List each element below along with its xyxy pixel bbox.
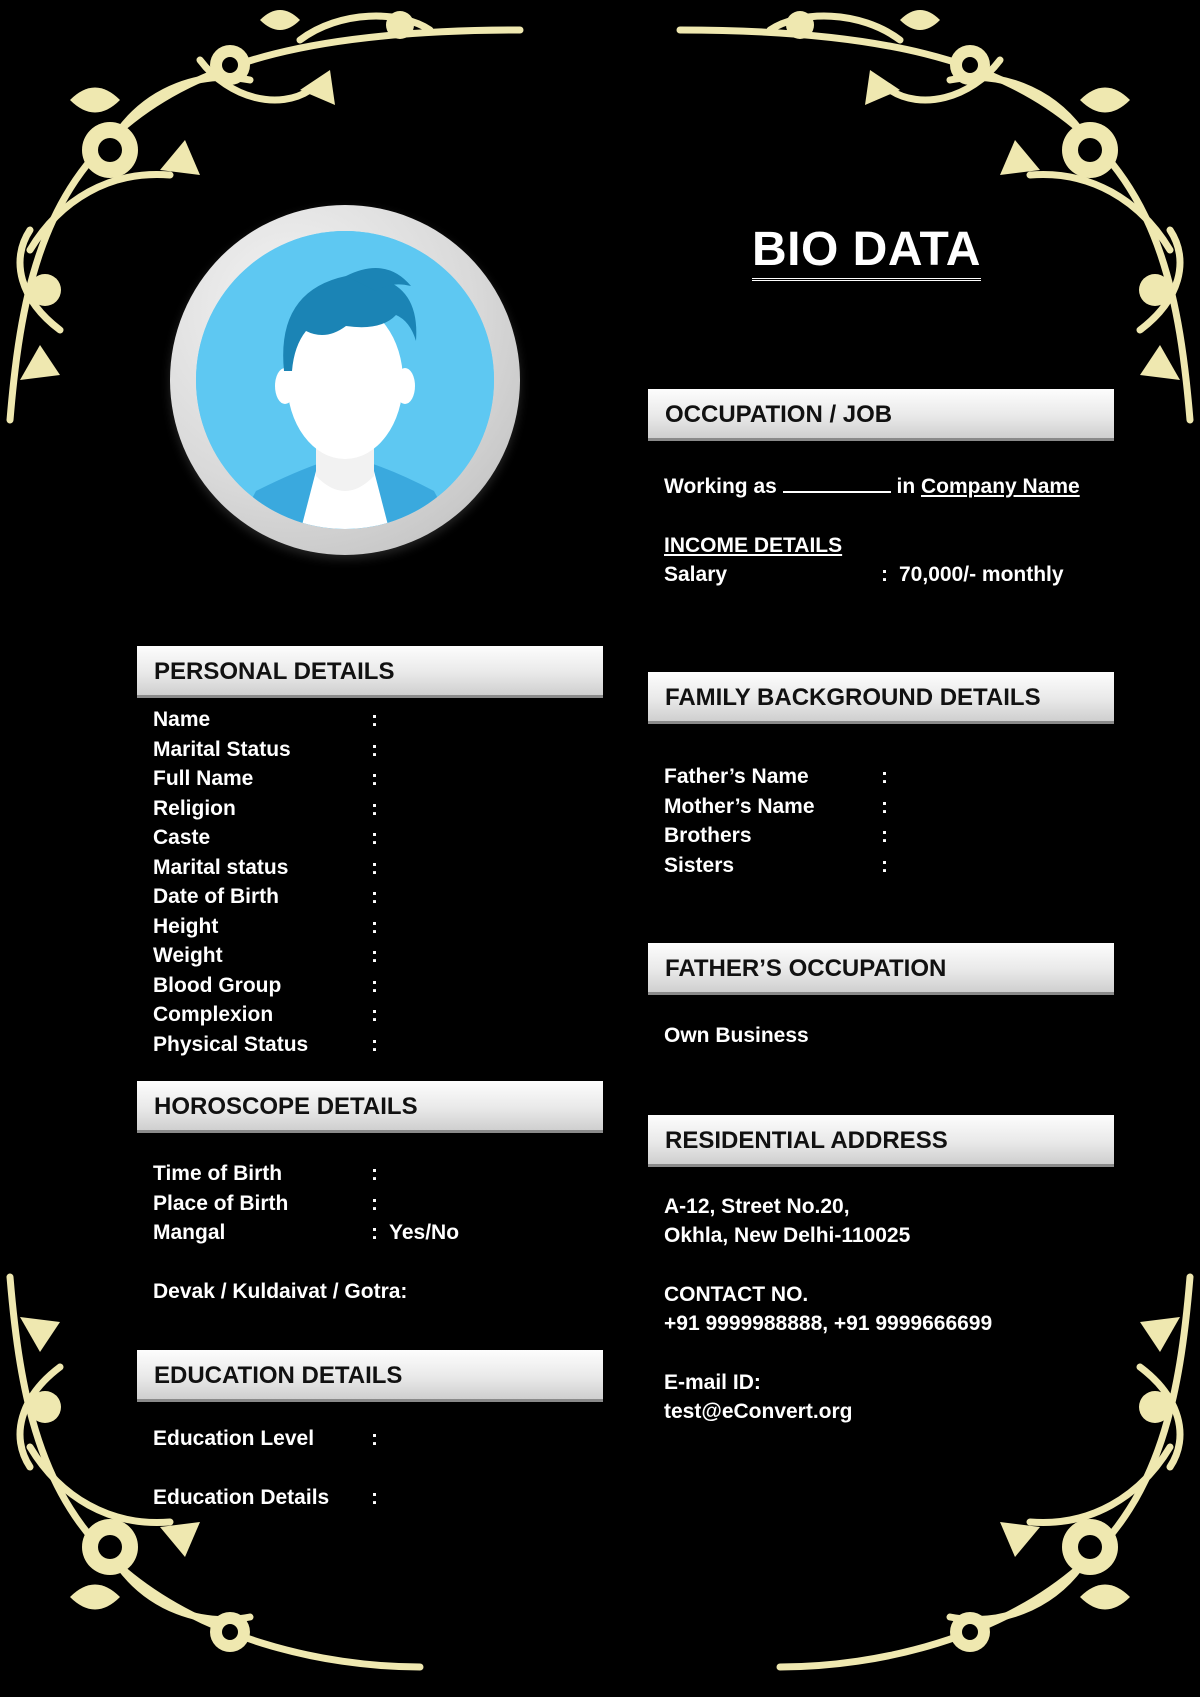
family-field-colon: :: [881, 765, 888, 788]
avatar: [196, 231, 494, 529]
personal-field-row: [153, 972, 593, 1000]
salary-row: [664, 561, 1094, 589]
horoscope-details-header: HOROSCOPE DETAILS: [137, 1081, 603, 1133]
personal-field-row: [153, 854, 593, 882]
horoscope-field-row: [153, 1219, 593, 1247]
personal-field-row: [153, 706, 593, 734]
family-field-label: Sisters: [664, 853, 735, 877]
horoscope-field-colon: :: [371, 1221, 378, 1244]
family-field-label: Father’s Name: [664, 765, 809, 788]
salary-colon: :: [881, 563, 888, 586]
education-field-label: Education Details: [153, 1486, 330, 1509]
personal-field-colon: :: [371, 1003, 378, 1026]
horoscope-field-label: Place of Birth: [153, 1191, 289, 1215]
salary-label: Salary: [664, 563, 728, 586]
personal-field-label: Marital status: [153, 855, 289, 879]
personal-field-colon: :: [371, 944, 378, 967]
personal-field-colon: :: [371, 737, 378, 761]
fathers-occupation-header: FATHER’S OCCUPATION: [648, 943, 1114, 995]
personal-field-label: Marital Status: [153, 737, 291, 761]
personal-field-label: Caste: [153, 826, 211, 849]
personal-field-colon: :: [371, 1032, 378, 1056]
personal-field-colon: :: [371, 973, 378, 997]
email-label: E-mail ID:: [664, 1371, 761, 1394]
user-silhouette-icon: [196, 231, 494, 529]
horoscope-field-colon: :: [371, 1162, 378, 1185]
personal-field-row: [153, 795, 593, 823]
income-details-heading: INCOME DETAILS: [664, 534, 843, 557]
personal-field-row: [153, 1031, 593, 1059]
education-field-row: [153, 1425, 593, 1453]
horoscope-field-row: [153, 1190, 593, 1218]
email-value: test@eConvert.org: [664, 1400, 853, 1423]
personal-field-row: [153, 765, 593, 793]
personal-field-row: [153, 824, 593, 852]
horoscope-field-colon: :: [371, 1191, 378, 1215]
floral-ornament-bottom-right: [640, 1197, 1200, 1697]
salary-value: 70,000/- monthly: [899, 563, 1064, 586]
personal-field-label: Weight: [153, 944, 223, 967]
education-field-label: Education Level: [153, 1427, 315, 1450]
residential-address-header: RESIDENTIAL ADDRESS: [648, 1115, 1114, 1167]
page-title: BIO DATA: [752, 222, 981, 281]
personal-field-row: [153, 736, 593, 764]
family-field-colon: :: [881, 794, 888, 818]
personal-field-row: [153, 883, 593, 911]
personal-field-row: [153, 942, 593, 970]
family-background-header: FAMILY BACKGROUND DETAILS: [648, 672, 1114, 724]
horoscope-field-value[interactable]: Yes/No: [389, 1221, 460, 1244]
in-label: in: [896, 475, 916, 498]
horoscope-field-label: Time of Birth: [153, 1162, 283, 1185]
personal-field-label: Date of Birth: [153, 885, 279, 908]
personal-field-label: Height: [153, 914, 219, 938]
personal-field-label: Complexion: [153, 1003, 274, 1026]
personal-field-label: Name: [153, 708, 211, 731]
address-line-1: A-12, Street No.20,: [664, 1195, 850, 1218]
family-field-label: Mother’s Name: [664, 794, 815, 818]
profile-photo-frame[interactable]: [170, 205, 520, 555]
contact-value: +91 9999988888, +91 9999666699: [664, 1312, 993, 1335]
family-field-row: [664, 822, 1104, 850]
education-details-header: EDUCATION DETAILS: [137, 1350, 603, 1402]
address-line-2: Okhla, New Delhi-110025: [664, 1224, 911, 1247]
working-as-label: Working as: [664, 475, 777, 498]
personal-field-colon: :: [371, 885, 378, 908]
personal-field-label: Physical Status: [153, 1032, 309, 1056]
company-name: Company Name: [921, 475, 1080, 498]
devak-kuldaivat-gotra: Devak / Kuldaivat / Gotra:: [153, 1280, 408, 1303]
horoscope-field-row: [153, 1160, 593, 1188]
personal-field-colon: :: [371, 914, 378, 938]
family-field-colon: :: [881, 824, 888, 847]
family-field-row: [664, 852, 1104, 880]
education-field-colon: :: [371, 1427, 378, 1450]
education-field-row: [153, 1484, 593, 1512]
education-field-colon: :: [371, 1486, 378, 1509]
personal-field-colon: :: [371, 826, 378, 849]
personal-field-colon: :: [371, 708, 378, 731]
horoscope-field-label: Mangal: [153, 1221, 226, 1244]
personal-field-colon: :: [371, 767, 378, 790]
personal-field-colon: :: [371, 796, 378, 820]
personal-field-row: [153, 913, 593, 941]
personal-details-header: PERSONAL DETAILS: [137, 646, 603, 698]
contact-label: CONTACT NO.: [664, 1283, 809, 1306]
personal-field-label: Religion: [153, 796, 236, 820]
occupation-job-header: OCCUPATION / JOB: [648, 389, 1114, 441]
job-title-blank[interactable]: [783, 473, 891, 493]
working-as-line: [664, 473, 1080, 501]
personal-field-label: Full Name: [153, 767, 254, 790]
family-field-row: [664, 763, 1104, 791]
personal-field-label: Blood Group: [153, 973, 282, 997]
personal-field-row: [153, 1001, 593, 1029]
family-field-colon: :: [881, 853, 888, 877]
family-field-label: Brothers: [664, 824, 752, 847]
fathers-occupation-value: Own Business: [664, 1024, 809, 1047]
personal-field-colon: :: [371, 855, 378, 879]
family-field-row: [664, 793, 1104, 821]
floral-ornament-graphic: [640, 1197, 1200, 1697]
